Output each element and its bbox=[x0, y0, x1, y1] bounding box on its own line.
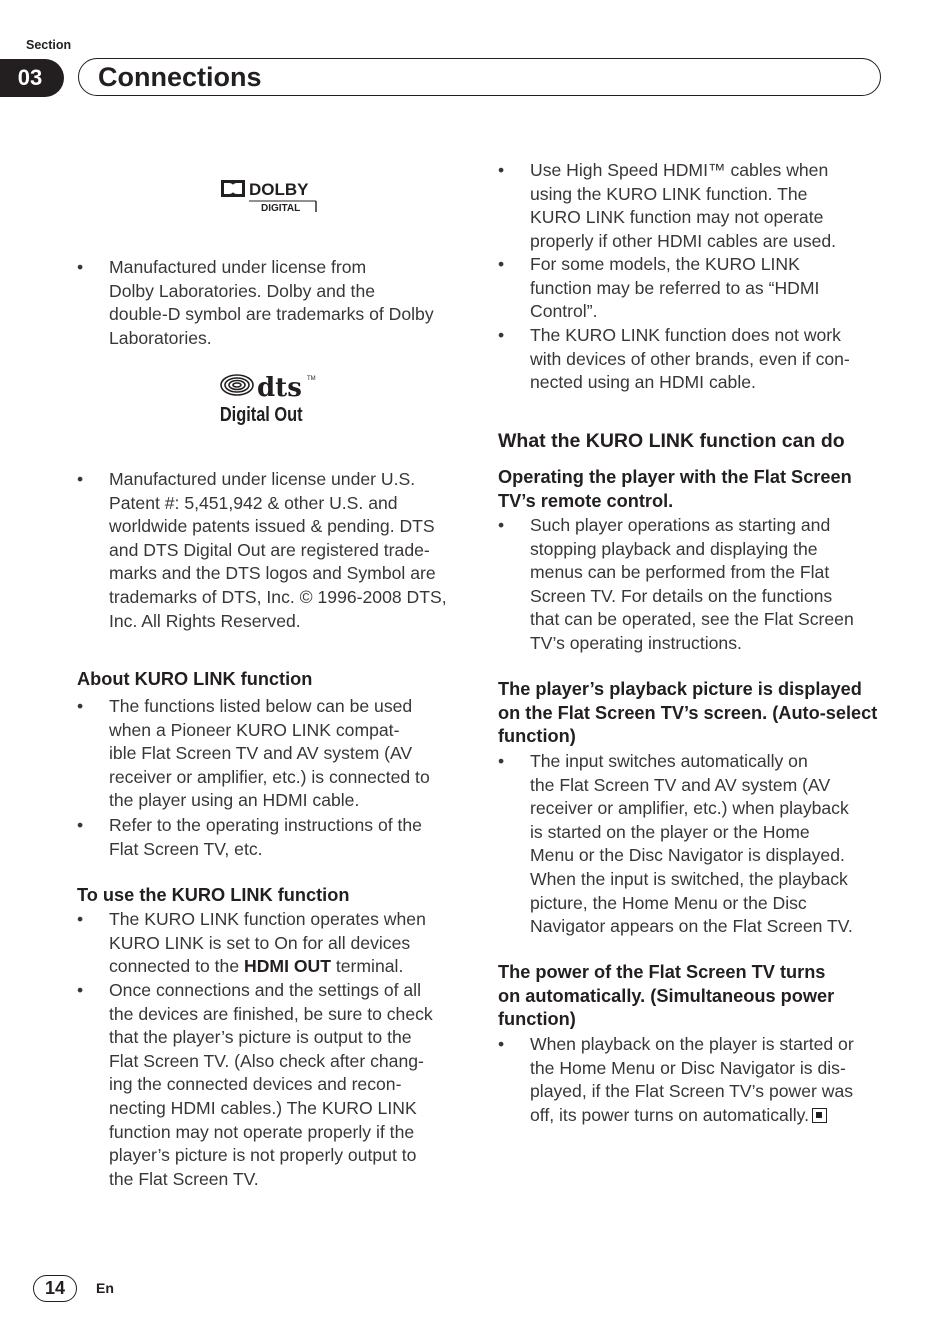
dts-wordmark: dts bbox=[257, 373, 302, 403]
simultaneous-power-subheading: The power of the Flat Screen TV turns on automatically. (Simultaneous power function) bbox=[498, 962, 835, 1030]
page-number: 14 bbox=[33, 1275, 77, 1302]
language-code: En bbox=[96, 1280, 114, 1296]
section-label: Section bbox=[26, 38, 72, 52]
dolby-digital-text: DIGITAL bbox=[261, 203, 301, 214]
use-kuro-link-heading: To use the KURO LINK function bbox=[77, 885, 350, 905]
page-title: Connections bbox=[98, 62, 262, 92]
dolby-wordmark: DOLBY bbox=[249, 180, 309, 199]
about-kuro-link-heading: About KURO LINK function bbox=[77, 669, 313, 689]
auto-select-subheading: The player’s playback picture is displayed on the Flat Screen TV’s screen. (Auto-select function) bbox=[498, 679, 878, 747]
kuro-link-can-do-heading: What the KURO LINK function can do bbox=[498, 430, 845, 452]
end-of-section-icon bbox=[812, 1108, 827, 1123]
dts-digital-out-logo bbox=[219, 372, 319, 426]
dolby-digital-logo bbox=[220, 178, 318, 214]
dts-trademark: TM bbox=[307, 376, 316, 382]
hdmi-out-term: HDMI OUT bbox=[244, 956, 331, 977]
dts-digital-out-text: Digital Out bbox=[219, 402, 303, 426]
remote-control-subheading: Operating the player with the Flat Screen TV’s remote control. bbox=[498, 467, 852, 511]
section-number: 03 bbox=[0, 59, 64, 97]
